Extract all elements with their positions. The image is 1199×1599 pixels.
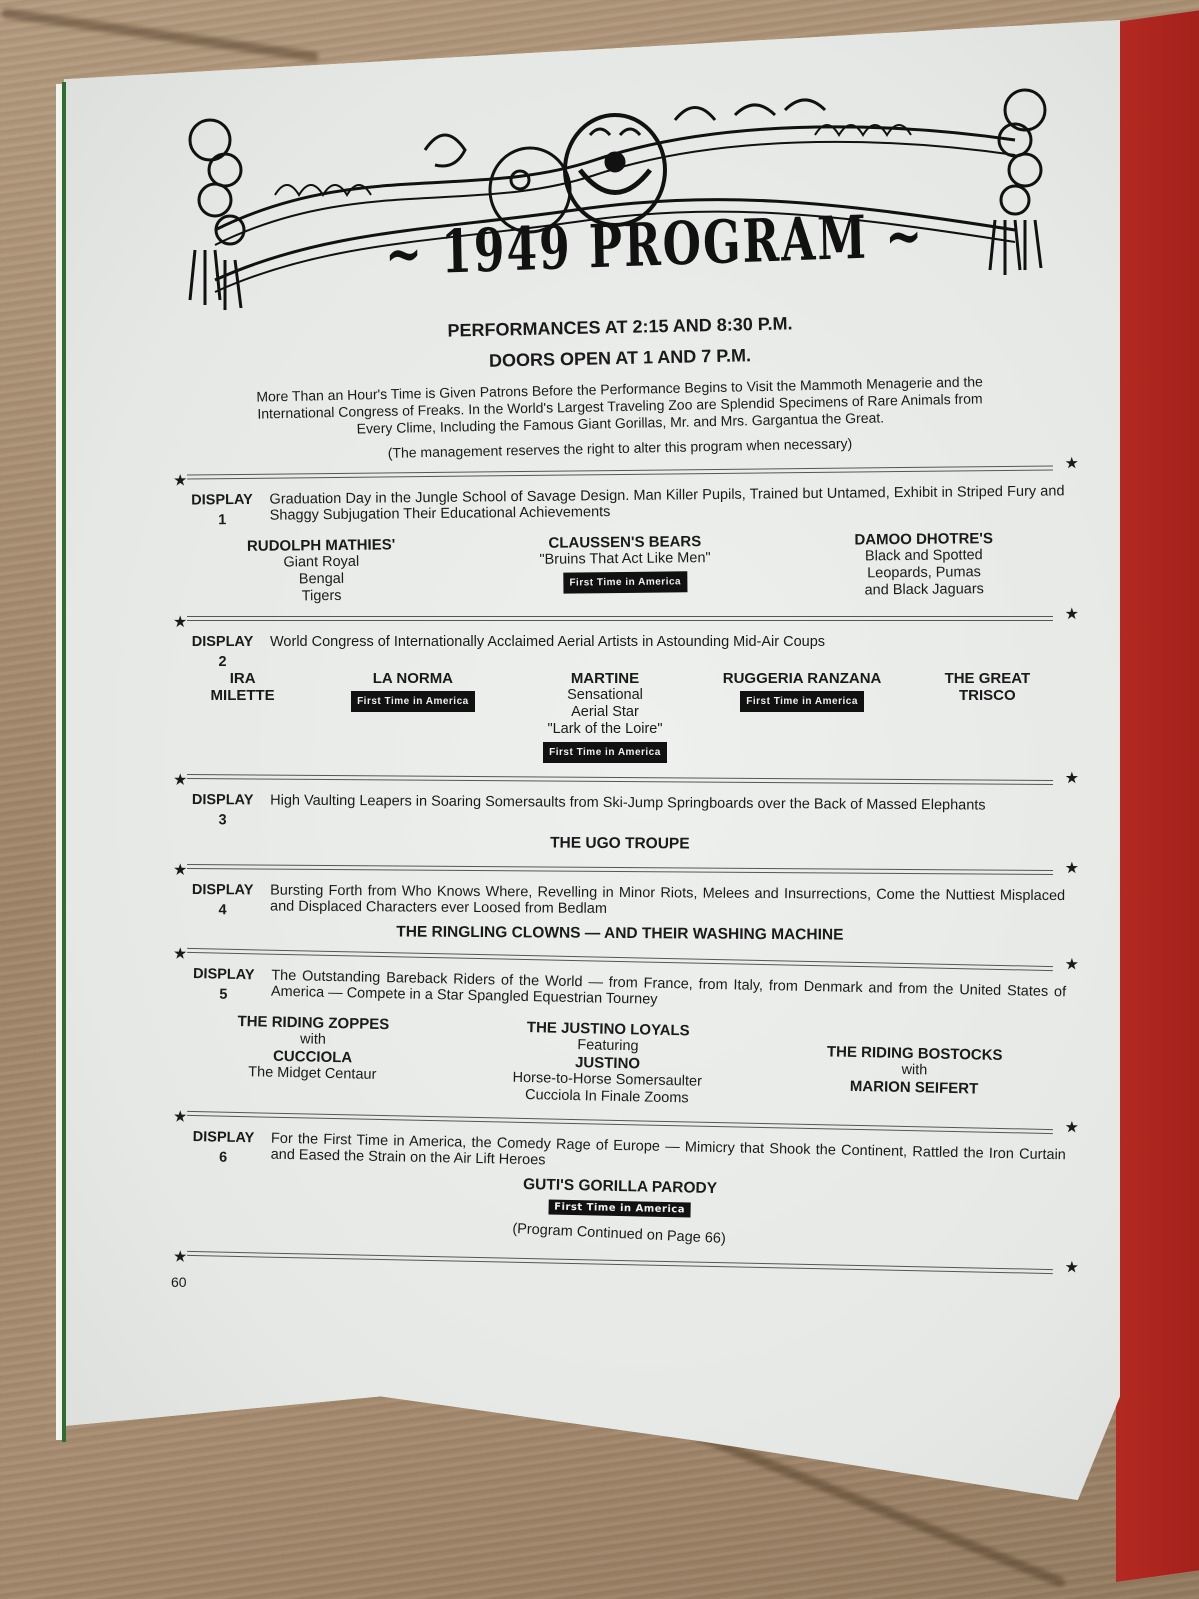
- star-divider: [172, 453, 1080, 490]
- display-description: Bursting Forth from Who Knows Where, Revelling in Minor Riots, Melees and Insurrections, Come the Nuttiest Misplaced and Displaced Characters ever Loosed from Bedlam: [269, 882, 1066, 917]
- act-headline: THE UGO TROUPE: [550, 834, 690, 853]
- star-divider: [172, 858, 1080, 880]
- display-1: [174, 483, 1065, 606]
- star-icon: ★: [1064, 1117, 1080, 1137]
- act-headline: GUTI'S GORILLA PARODY: [522, 1175, 718, 1198]
- wood-grain: [1, 8, 319, 62]
- display-6: [174, 1129, 1066, 1252]
- star-icon: ★: [1064, 768, 1080, 788]
- first-time-badge: First Time in America: [351, 691, 475, 712]
- star-icon: ★: [172, 943, 188, 963]
- display-3: [175, 792, 1065, 856]
- star-icon: ★: [1064, 858, 1080, 878]
- act-list: [175, 670, 1065, 763]
- first-time-badge: First Time in America: [563, 571, 687, 593]
- display-2: [175, 634, 1065, 763]
- performance-times: PERFORMANCES AT 2:15 AND 8:30 P.M.: [447, 313, 793, 341]
- display-description: For the First Time in America, the Comedy Rage of Europe — Mimicry that Shook the Continent, Rattled the Iron Curtain and Eased the Strain on the Air Lift Heroes: [270, 1130, 1066, 1169]
- display-label: DISPLAY 1: [191, 491, 253, 529]
- act: IRA MILETTE: [210, 670, 275, 704]
- star-icon: ★: [172, 769, 188, 789]
- star-icon: ★: [173, 612, 188, 631]
- continued-note: (Program Continued on Page 66): [512, 1220, 727, 1248]
- display-description: Graduation Day in the Jungle School of Savage Design. Man Killer Pupils, Trained but Untamed, Exhibit in Striped Fury and Shaggy Subjugation Their Educational Achievements: [269, 483, 1065, 524]
- act: MARTINE Sensational Aerial Star "Lark of the Loire" First Time in America: [543, 670, 667, 763]
- star-icon: ★: [172, 470, 188, 490]
- first-time-badge: First Time in America: [548, 1200, 691, 1218]
- act: RUDOLPH MATHIES' Giant Royal Bengal Tigers: [246, 536, 396, 605]
- act-list: [175, 529, 1066, 606]
- star-icon: ★: [172, 1246, 188, 1266]
- star-icon: ★: [172, 859, 188, 879]
- star-icon: ★: [1064, 453, 1080, 473]
- act: THE RIDING BOSTOCKS with MARION SEIFERT: [826, 1043, 1003, 1098]
- first-time-badge: First Time in America: [543, 742, 667, 763]
- doors-open-times: DOORS OPEN AT 1 AND 7 P.M.: [488, 345, 752, 371]
- management-note: (The management reserves the right to alter this program when necessary): [387, 435, 853, 461]
- display-5: [174, 966, 1067, 1116]
- star-divider: [172, 768, 1080, 790]
- act: THE RIDING ZOPPES with CUCCIOLA The Midget Centaur: [237, 1012, 390, 1083]
- display-description: The Outstanding Bareback Riders of the World — from France, from Italy, from Denmark and from the United States of America — Compete in a Star Spangled Equestrian Tourney: [270, 967, 1067, 1008]
- clown-banner: [175, 80, 1065, 315]
- act-headline: THE RINGLING CLOWNS — AND THEIR WASHING MACHINE: [396, 923, 844, 944]
- star-icon: ★: [1064, 1257, 1080, 1277]
- star-icon: ★: [1064, 954, 1080, 974]
- page-title: ~ 1949 PROGRAM ~: [384, 201, 925, 290]
- star-icon: ★: [1064, 604, 1079, 623]
- star-divider: [173, 604, 1079, 631]
- display-label: DISPLAY 4: [191, 882, 254, 919]
- display-label: DISPLAY 6: [192, 1129, 255, 1166]
- star-icon: ★: [172, 1106, 188, 1126]
- act: RUGGERIA RANZANA First Time in America: [722, 670, 882, 763]
- act-list: [174, 1012, 1066, 1116]
- first-time-badge: First Time in America: [740, 691, 864, 712]
- display-4: [175, 882, 1065, 946]
- display-description: High Vaulting Leapers in Soaring Somersaults from Ski-Jump Springboards over the Back of Massed Elephants: [270, 792, 986, 814]
- page-content: [171, 80, 1080, 1290]
- display-label: DISPLAY 5: [192, 966, 255, 1003]
- red-back-cover: [1116, 5, 1199, 1582]
- intro-paragraph: More Than an Hour's Time is Given Patrons Before the Performance Begins to Visit the Mammoth Menagerie and the International Congress of Freaks. In the World's Largest Traveling Zoo are Splendid Specimens of Rare Animals from Every Clime, Including the Famous Giant Gorillas, Mr. and Mrs. Gargantua the Great.: [256, 373, 984, 437]
- display-description: World Congress of Internationally Acclaimed Aerial Artists in Astounding Mid-Air Coups: [270, 634, 826, 650]
- act: DAMOO DHOTRE'S Black and Spotted Leopards, Pumas and Black Jaguars: [854, 530, 994, 599]
- act: LA NORMA First Time in America: [338, 670, 488, 763]
- act: CLAUSSEN'S BEARS "Bruins That Act Like Men" First Time in America: [539, 533, 711, 603]
- act: THE JUSTINO LOYALS Featuring JUSTINO Horse-to-Horse Somersaulter Cucciola In Finale Zooms: [512, 1019, 703, 1107]
- act: THE GREAT TRISCO: [944, 670, 1031, 704]
- green-spine-edge: [62, 82, 66, 1442]
- display-label: DISPLAY 3: [191, 792, 254, 829]
- page-number: 60: [171, 1274, 187, 1290]
- display-label: DISPLAY 2: [191, 634, 254, 670]
